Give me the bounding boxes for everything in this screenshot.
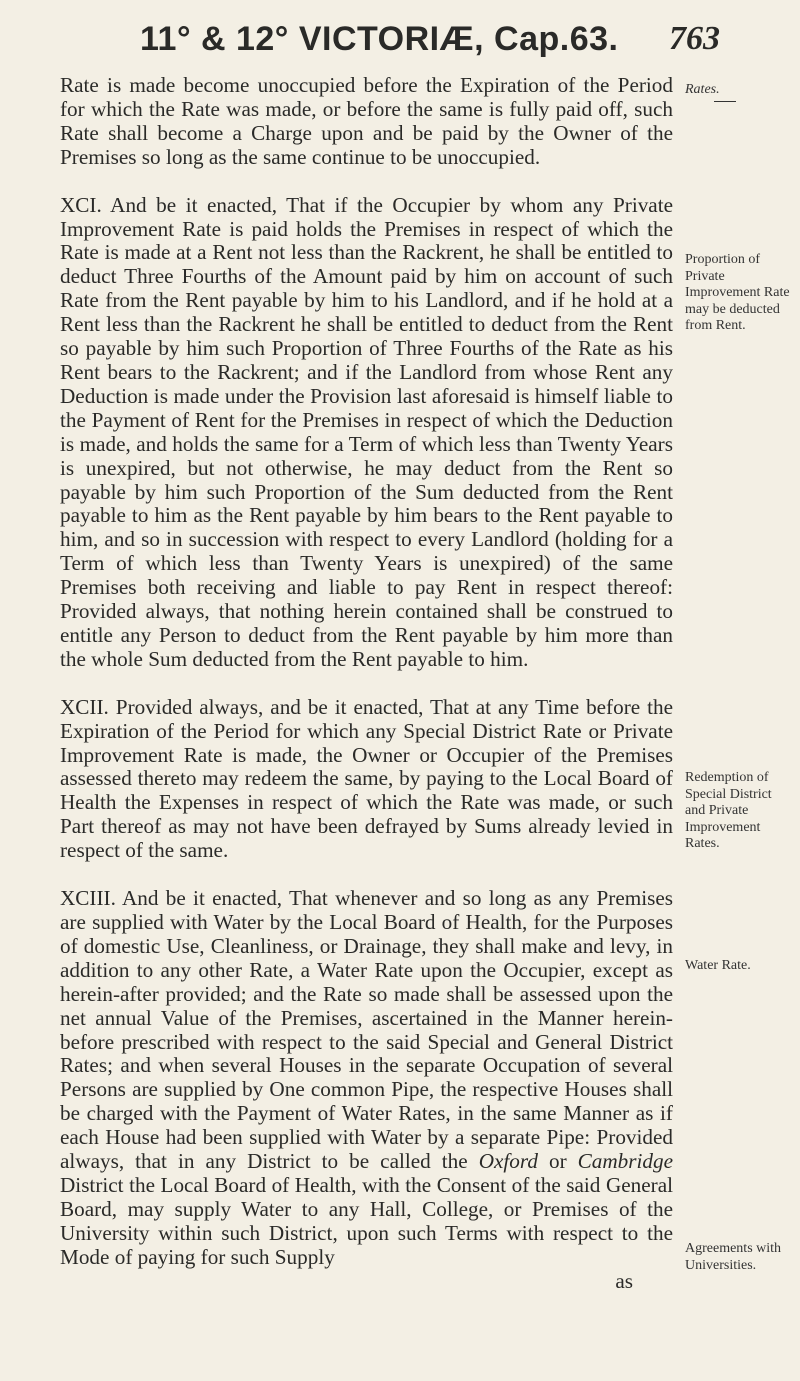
section-xcii: XCII. Provided always, and be it enacted, That at any Time before the Expiration of the Period for which any Special District Rate or Private Improvement Rate is made, the Owner or Occupier of the Premises assessed thereto may redeem the same, by paying to the Local Board of Health the Expenses in respect of which the Rate was made, or such Part thereof as may not have been defrayed by Sums already levied in respect of the same. <box>60 694 673 863</box>
margin-note-agreements: Agreements with Universities. <box>685 1241 782 1273</box>
page-number: 763 <box>669 20 720 57</box>
running-title: 11° & 12° VICTORIÆ, Cap.63. <box>140 20 619 58</box>
section-xciii-text-b: or <box>537 1149 578 1174</box>
section-xciii <box>60 887 673 1270</box>
page-header <box>140 14 720 74</box>
section-xciii-text-a: XCIII. And be it enacted, That whenever and so long as any Premises are supplied with Water by the Local Board of Health, for the Purposes of domestic Use, Cleanliness, or Drainage, they shall make and levy, in addition to any other Rate, a Water Rate upon the Occupier, except as herein-after provided; and the Rate so made shall be assessed upon the net annual Value of the Premises, ascertained in the Manner herein-before prescribed with respect to the said Special and General District Rates; and when several Houses in the separate Occupation of several Persons are supplied by One common Pipe, the respective Houses shall be charged with the Payment of Water Rates, in the same Manner as if each House had been supplied with Water by a separate Pipe: Provided always, that in any District to be called the <box>60 886 673 1174</box>
section-xci: XCI. And be it enacted, That if the Occupier by whom any Private Improvement Rate is paid holds the Premises in respect of which the Rate is made at a Rent not less than the Rackrent, he shall be entitled to deduct Three Fourths of the Amount paid by him on account of such Rate from the Rent payable by him to his Landlord, and if he hold at a Rent less than the Rackrent he shall be entitled to deduct from the Rent so payable by him such Proportion of Three Fourths of the Rate as his Rent bears to the Rackrent; and if the Landlord from whose Rent any Deduction is made under the Provision last aforesaid is himself liable to the Payment of Rent for the Premises in respect of which the Deduction is made, and holds the same for a Term of which less than Twenty Years is unexpired, but not otherwise, he may deduct from the Rent so payable by him such Proportion of the Sum deducted from the Rent payable to him as the Rent payable by him bears to the Rent payable to him, and so in succession with respect to every Landlord (holding for a Term of which less than Twenty Years is unexpired) of the same Premises both receiving and liable to pay Rent in respect thereof: Provided always, that nothing herein contained shall be construed to entitle any Person to deduct from the Rent payable by him more than the whole Sum deducted from the Rent payable to him. <box>60 192 673 671</box>
body-text <box>60 74 673 1294</box>
catchword: as <box>615 1268 633 1293</box>
margin-note-proportion: Proportion of Private Improvement Rate may be deducted from Rent. <box>685 252 790 333</box>
cambridge-italic: Cambridge <box>577 1149 673 1174</box>
paragraph-continuation: Rate is made become unoccupied before the Expiration of the Period for which the Rate was made, or before the same is fully paid off, such Rate shall become a Charge upon and be paid by the Owner of the Premises so long as the same continue to be unoccupied. <box>60 73 673 169</box>
margin-note-water-rate: Water Rate. <box>685 958 751 973</box>
section-xciii-text-c: District the Local Board of Health, with the Consent of the said General Board, may supply Water to any Hall, College, or Premises of the University within such District, upon such Terms with respect to the Mode of paying for such Supply <box>60 1172 673 1269</box>
margin-note-redemption: Redemption of Special District and Private Improvement Rates. <box>685 770 772 851</box>
margin-rule <box>714 101 736 102</box>
margin-note-rates: Rates. <box>685 82 720 97</box>
oxford-italic: Oxford <box>478 1149 538 1174</box>
